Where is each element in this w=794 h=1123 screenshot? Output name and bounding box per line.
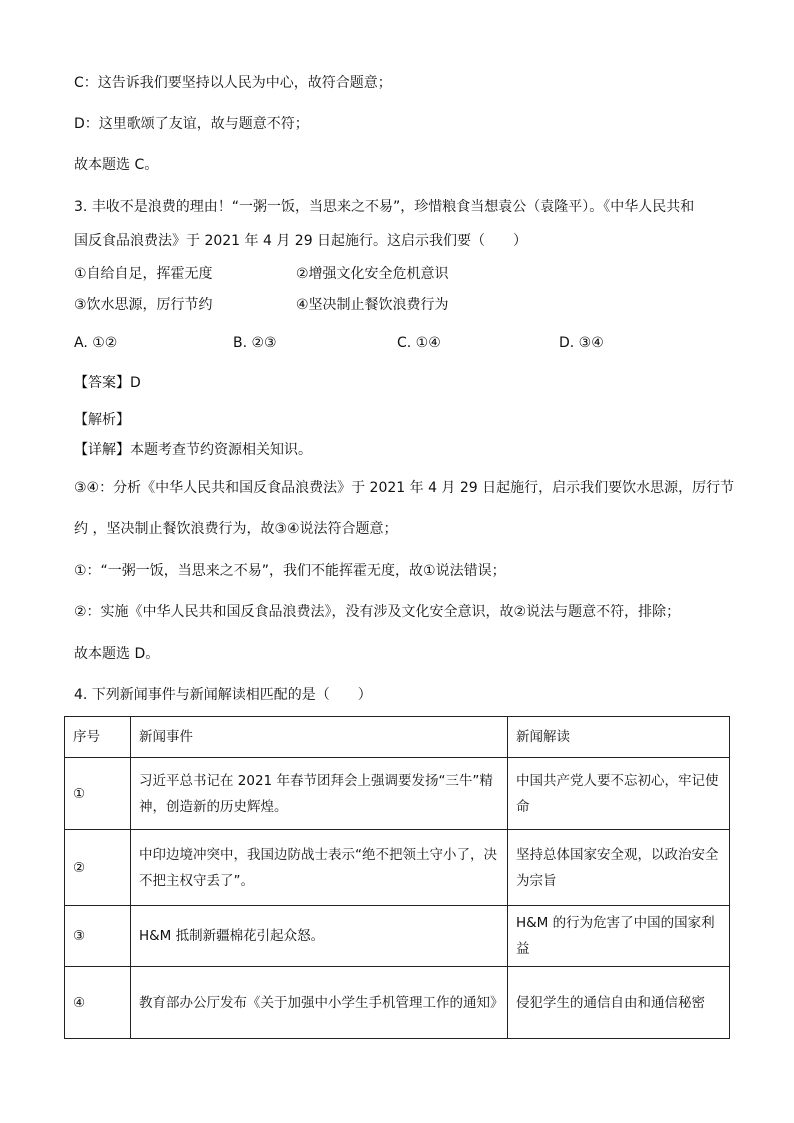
- prev-conclusion: 故本题选 C。: [74, 157, 159, 173]
- q3-stem-line2: 国反食品浪费法》于 2021 年 4 月 29 日起施行。这启示我们要（ ）: [74, 233, 528, 249]
- detail-tag: 【详解】: [74, 442, 130, 458]
- table-row: [65, 967, 730, 1039]
- header-event: 新闻事件: [131, 717, 508, 758]
- row-num: ①: [65, 758, 131, 830]
- q3-analysis-34-line1: ③④：分析《中华人民共和国反食品浪费法》于 2021 年 4 月 29 日起施行，启示我们要饮水思源，厉行节: [74, 480, 735, 496]
- news-table: [64, 716, 730, 1039]
- row-num: ③: [65, 906, 131, 967]
- q3-statement-2: ②增强文化安全危机意识: [296, 266, 449, 282]
- q3-statement-4: ④坚决制止餐饮浪费行为: [296, 297, 449, 313]
- table-row: [65, 830, 730, 906]
- table-header-row: [65, 717, 730, 758]
- row-reading: 坚持总体国家安全观，以政治安全为宗旨: [508, 830, 730, 906]
- q3-choice-a: A. ①②: [74, 335, 118, 351]
- q3-statement-3: ③饮水思源，厉行节约: [74, 297, 213, 313]
- q3-choice-d: D. ③④: [559, 335, 604, 351]
- q3-answer: [74, 373, 141, 393]
- row-num: ④: [65, 967, 131, 1039]
- q3-analysis-34-line2: 约 ，坚决制止餐饮浪费行为，故③④说法符合题意；: [74, 521, 398, 537]
- option-c-analysis: C：这告诉我们要坚持以人民为中心，故符合题意；: [74, 75, 392, 91]
- q3-detail: [74, 440, 312, 460]
- row-reading: H&M 的行为危害了中国的国家利益: [508, 906, 730, 967]
- table-row: [65, 906, 730, 967]
- row-event: H&M 抵制新疆棉花引起众怒。: [131, 906, 508, 967]
- row-event: 中印边境冲突中，我国边防战士表示“绝不把领土守小了，决不把主权守丢了”。: [131, 830, 508, 906]
- q3-statement-1: ①自给自足，挥霍无度: [74, 266, 213, 282]
- option-d-analysis: D：这里歌颂了友谊，故与题意不符；: [74, 116, 309, 132]
- header-reading: 新闻解读: [508, 717, 730, 758]
- q3-conclusion: 故本题选 D。: [74, 646, 160, 662]
- header-num: 序号: [65, 717, 131, 758]
- q3-choice-b: B. ②③: [233, 335, 277, 351]
- q3-stem-line1: 3. 丰收不是浪费的理由！“一粥一饭，当思来之不易”，珍惜粮食当想袁公（袁隆平）。《中华人民共和: [74, 199, 695, 215]
- row-reading: 侵犯学生的通信自由和通信秘密: [508, 967, 730, 1039]
- row-event: 习近平总书记在 2021 年春节团拜会上强调要发扬“三牛”精神，创造新的历史辉煌。: [131, 758, 508, 830]
- table-row: [65, 758, 730, 830]
- answer-value: D: [130, 375, 141, 391]
- q3-analysis-1: ①：“一粥一饭，当思来之不易”，我们不能挥霍无度，故①说法错误；: [74, 563, 506, 579]
- detail-text: 本题考查节约资源相关知识。: [130, 442, 312, 458]
- answer-tag: 【答案】: [74, 375, 130, 391]
- q3-analysis-tag: 【解析】: [74, 412, 130, 428]
- row-event: 教育部办公厅发布《关于加强中小学生手机管理工作的通知》: [131, 967, 508, 1039]
- row-num: ②: [65, 830, 131, 906]
- q3-analysis-2: ②：实施《中华人民共和国反食品浪费法》，没有涉及文化安全意识，故②说法与题意不符，排除；: [74, 604, 681, 620]
- q4-stem: 4. 下列新闻事件与新闻解读相匹配的是（ ）: [74, 687, 372, 703]
- q3-choice-c: C. ①④: [397, 335, 441, 351]
- row-reading: 中国共产党人要不忘初心，牢记使命: [508, 758, 730, 830]
